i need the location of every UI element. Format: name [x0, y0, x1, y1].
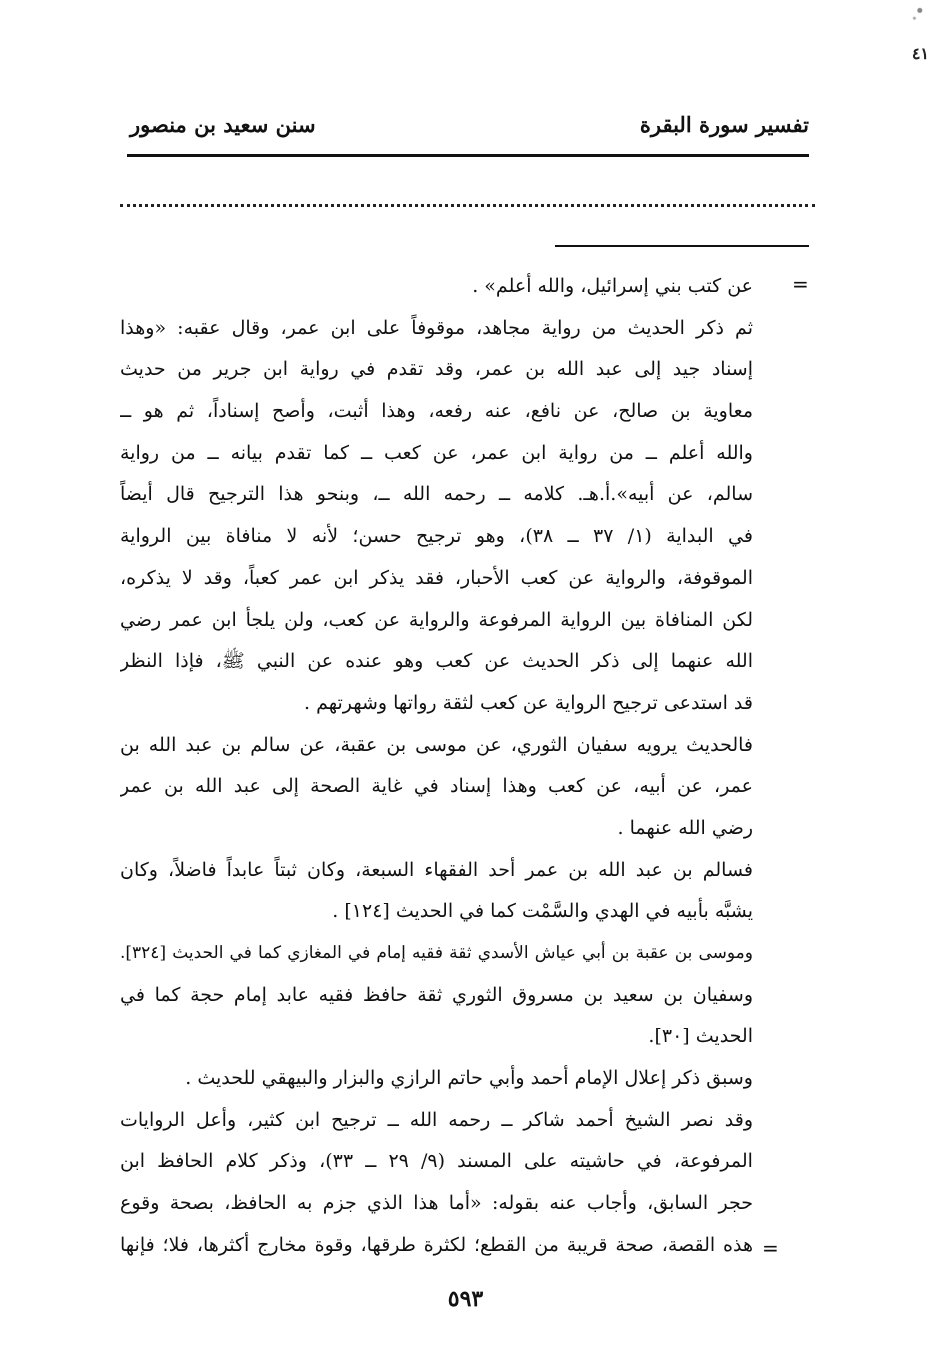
text-line: فسالم بن عبد الله بن عمر أحد الفقهاء السبعة، وكان ثبتاً عابداً فاضلاً، وكان — [120, 858, 753, 881]
running-header — [130, 112, 809, 146]
text-line: رضي الله عنهما . — [617, 816, 753, 839]
text-line: فالحديث يرويه سفيان الثوري، عن موسى بن عقبة، عن سالم بن عبد الله بن — [120, 733, 753, 756]
header-surah-title: تفسير سورة البقرة — [639, 112, 809, 137]
text-line: حجر السابق، وأجاب عنه بقوله: «أما هذا الذي جزم به الحافظ، بصحة وقوع — [120, 1192, 753, 1215]
dotted-separator — [120, 204, 815, 207]
text-line: وقد نصر الشيخ أحمد شاكر ــ رحمه الله ــ ترجيح ابن كثير، وأعل الروايات — [120, 1108, 753, 1131]
text-line: وموسى بن عقبة بن أبي عياش الأسدي ثقة فقيه إمام في المغازي كما في الحديث [٣٢٤]. — [120, 943, 753, 963]
text-line: المرفوعة، في حاشيته على المسند (٩/ ٢٩ ــ ٣٣)، وذكر كلام الحافظ ابن — [120, 1150, 753, 1173]
page-number: ٥٩٣ — [447, 1286, 484, 1312]
text-line: الحديث [٣٠]. — [648, 1025, 753, 1048]
text-line: وسفيان بن سعيد بن مسروق الثوري ثقة حافظ فقيه عابد إمام حجة كما في — [120, 983, 753, 1006]
text-line: والله أعلم ــ من رواية ابن عمر، عن كعب ــ كما تقدم بيانه ــ من رواية — [120, 441, 753, 464]
text-line: الموقوفة، والرواية عن كعب الأحبار، فقد يذكر ابن عمر كعباً، وقد لا يذكره، — [120, 566, 753, 589]
text-line: عن كتب بني إسرائيل، والله أعلم» . — [472, 275, 753, 297]
text-line: يشبَّه بأبيه في الهدي والسَّمْت كما في الحديث [١٢٤] . — [332, 900, 753, 923]
text-line: عمر، عن أبيه، عن كعب وهذا إسناد في غاية الصحة إلى عبد الله بن عمر — [120, 775, 753, 798]
continuation-mark-bottom: = — [762, 1236, 779, 1260]
text-line: إسناد جيد إلى عبد الله بن عمر، وقد تقدم في رواية ابن جرير من حديث — [120, 358, 753, 381]
text-line: سالم، عن أبيه».أ.هـ. كلامه ــ رحمه الله ــ، وبنحو هذا الترجيح قال أيضاً — [120, 483, 753, 506]
text-line: في البداية (١/ ٣٧ ــ ٣٨)، وهو ترجيح حسن؛ لأنه لا منافاة بين الرواية — [120, 525, 753, 548]
footnote-body — [120, 266, 753, 1267]
text-line: وسبق ذكر إعلال الإمام أحمد وأبي حاتم الرازي والبزار والبيهقي للحديث . — [185, 1067, 753, 1090]
text-line: هذه القصة، صحة قريبة من القطع؛ لكثرة طرقها، وقوة مخارج أكثرها، فلا؛ فإنها — [120, 1233, 753, 1256]
scan-speck — [909, 0, 927, 26]
text-line: لكن المنافاة بين الرواية المرفوعة والرواية عن كعب، ولن يلجأ ابن عمر رضي — [120, 608, 753, 631]
footnote-rule — [555, 245, 809, 247]
header-rule — [127, 154, 809, 157]
corner-mark: ٤١ — [911, 44, 929, 63]
text-line: معاوية بن صالح، عن نافع، عنه رفعه، وهذا أثبت، وأصح إسناداً، ثم هو ــ — [120, 400, 753, 423]
text-line: قد استدعى ترجيح الرواية عن كعب لثقة رواتها وشهرتهم . — [303, 691, 753, 714]
header-book-title: سنن سعيد بن منصور — [130, 112, 316, 137]
text-line: الله عنهما إلى ذكر الحديث عن كعب وهو عنده عن النبي ﷺ، فإذا النظر — [120, 650, 753, 673]
text-line: ثم ذكر الحديث من رواية مجاهد، موقوفاً على ابن عمر، وقال عقبه: «وهذا — [120, 316, 753, 339]
continuation-mark-top: = — [792, 272, 809, 296]
